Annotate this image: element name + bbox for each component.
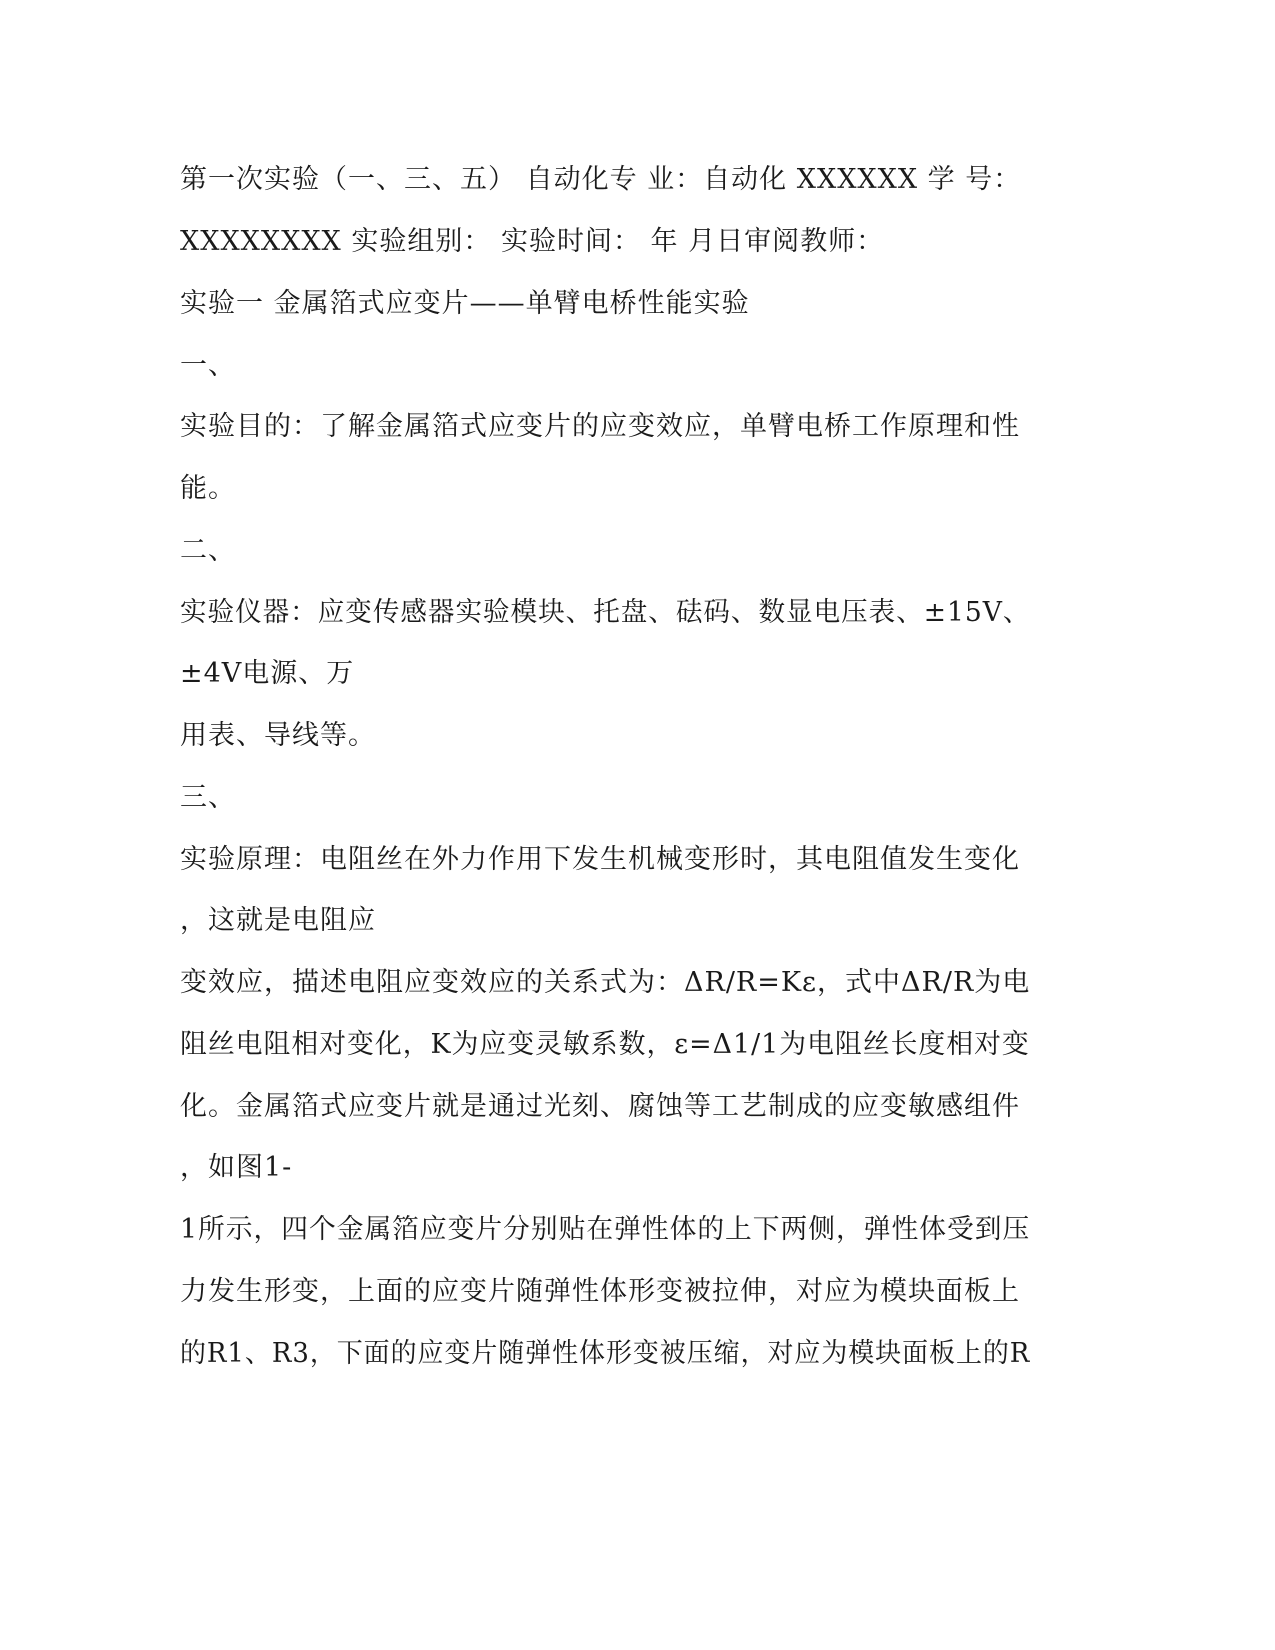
principle-paragraph-line: 化。金属箔式应变片就是通过光刻、腐蚀等工艺制成的应变敏感组件 — [180, 1091, 1020, 1122]
principle-paragraph-line: ，如图1- — [180, 1152, 293, 1183]
instruments-paragraph-line: 用表、导线等。 — [180, 720, 376, 751]
section-heading-3: 三、 — [180, 782, 236, 813]
principle-paragraph-line: 变效应，描述电阻应变效应的关系式为：ΔR/R=Kε，式中ΔR/R为电 — [180, 967, 1031, 998]
principle-paragraph-line: ，这就是电阻应 — [180, 905, 376, 936]
instruments-paragraph-line: ±4V电源、万 — [180, 658, 355, 689]
section-heading-2: 二、 — [180, 535, 236, 566]
principle-paragraph-line: 实验原理：电阻丝在外力作用下发生机械变形时，其电阻值发生变化 — [180, 844, 1020, 875]
header-student-info-line: XXXXXXXX 实验组别： 实验时间： 年 月日审阅教师： — [180, 226, 885, 257]
experiment-title: 实验一 金属箔式应变片——单臂电桥性能实验 — [180, 288, 750, 319]
purpose-paragraph-line: 能。 — [180, 473, 236, 504]
section-heading-1: 一、 — [180, 350, 236, 381]
header-course-info-line: 第一次实验（一、三、五） 自动化专 业：自动化 XXXXXX 学 号： — [180, 164, 1022, 195]
principle-paragraph-line: 的R1、R3，下面的应变片随弹性体形变被压缩，对应为模块面板上的R — [180, 1338, 1031, 1369]
instruments-paragraph-line: 实验仪器：应变传感器实验模块、托盘、砝码、数显电压表、±15V、 — [180, 597, 1031, 628]
principle-paragraph-line: 1所示，四个金属箔应变片分别贴在弹性体的上下两侧，弹性体受到压 — [180, 1214, 1031, 1245]
principle-paragraph-line: 力发生形变，上面的应变片随弹性体形变被拉伸，对应为模块面板上 — [180, 1276, 1020, 1307]
purpose-paragraph-line: 实验目的：了解金属箔式应变片的应变效应，单臂电桥工作原理和性 — [180, 411, 1020, 442]
principle-paragraph-line: 阻丝电阻相对变化，K为应变灵敏系数，ε=Δ1/1为电阻丝长度相对变 — [180, 1029, 1030, 1060]
